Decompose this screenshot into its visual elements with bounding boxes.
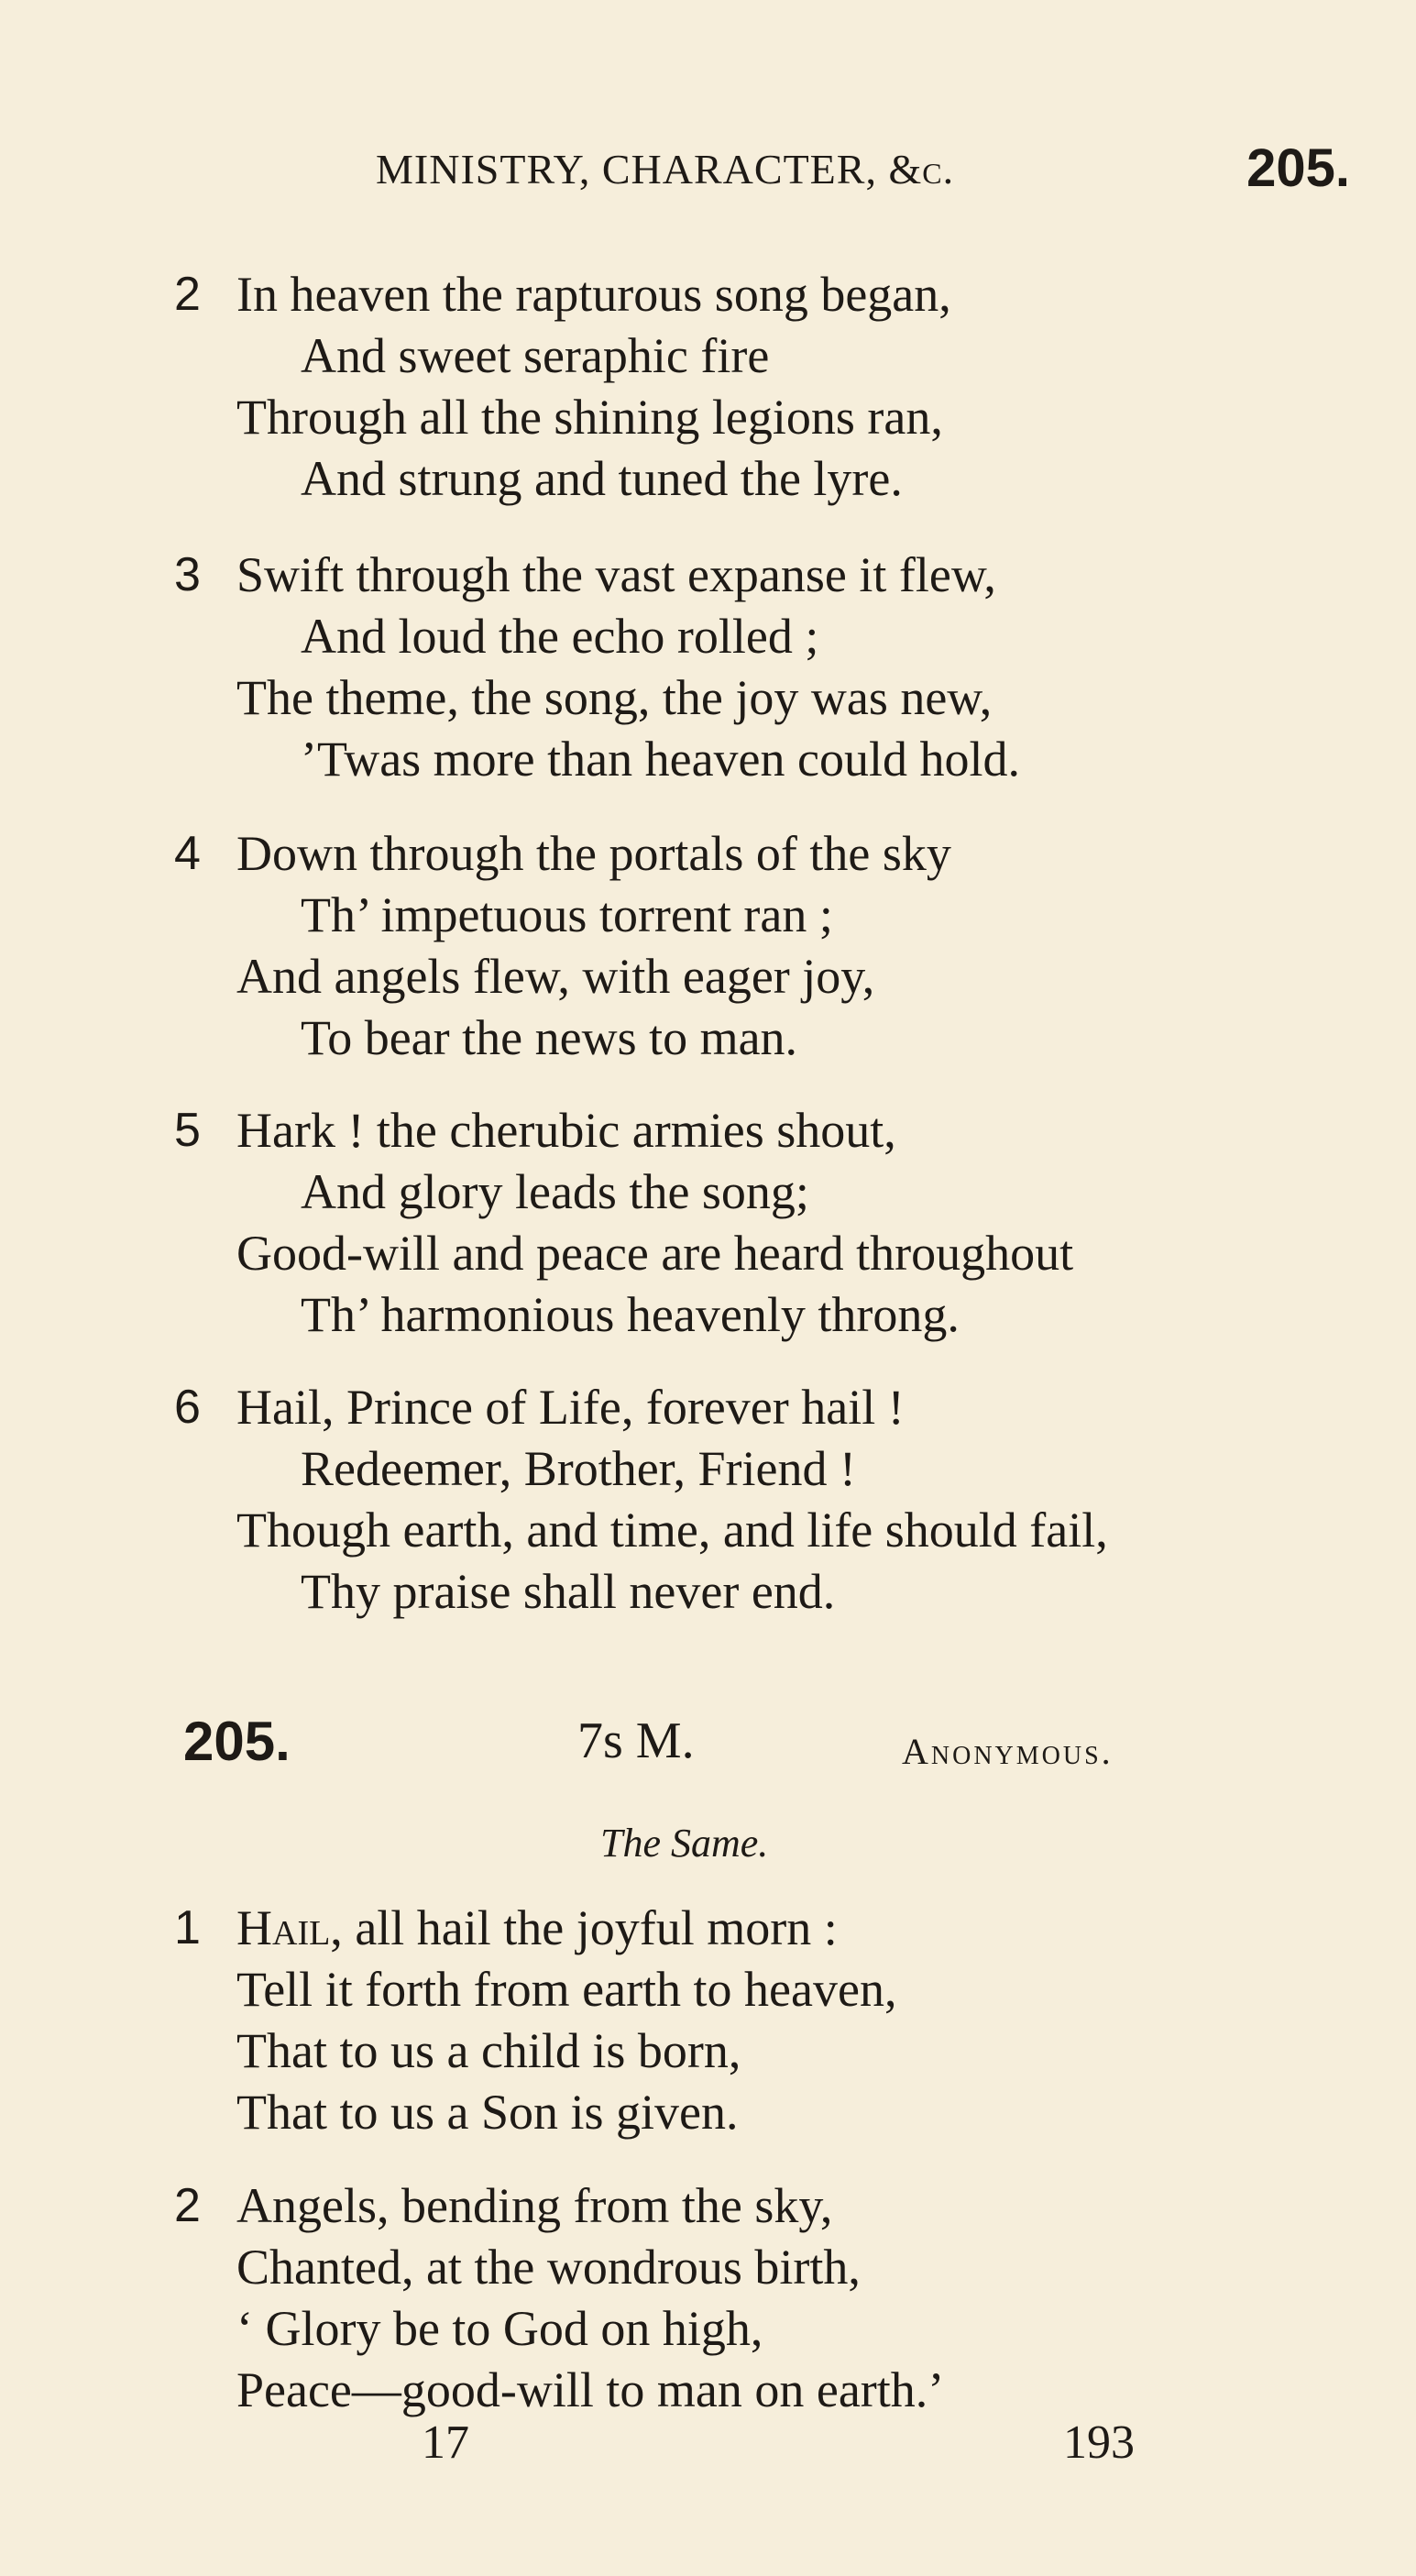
verse-line: That to us a child is born, [236,2023,741,2078]
verse-line: ’Twas more than heaven could hold. [301,732,1020,787]
verse-line-rest: all hail the joyful morn : [342,1900,838,1955]
verse-line: And angels flew, with eager joy, [236,949,875,1004]
stanza-6 [174,1377,1108,1623]
verse-line: Hark ! the cherubic armies shout, [236,1103,896,1158]
verse-line: To bear the news to man. [301,1010,798,1065]
page-number: 205. [1246,138,1350,198]
signature-mark: 17 [422,2416,469,2469]
stanza-number: 4 [174,827,201,880]
stanza-5 [174,1100,1073,1346]
verse-line: ‘ Glory be to God on high, [236,2301,763,2356]
hymn-header [183,1710,1219,1783]
stanza-number: 5 [174,1104,201,1157]
verse-line: Swift through the vast expanse it flew, [236,547,996,602]
verse-line: And strung and tuned the lyre. [301,451,903,506]
hymn-stanza-2 [174,2175,944,2421]
hymn-stanza-1 [174,1898,896,2143]
initial-word: Hail, [236,1900,343,1955]
verse-line: Down through the portals of the sky [236,826,951,881]
verse-line: And glory leads the song; [301,1164,809,1219]
verse-line: The theme, the song, the joy was new, [236,670,993,725]
running-head: MINISTRY, CHARACTER, &c. [376,146,955,193]
stanza-number: 2 [174,2179,201,2232]
verse-line: Peace—good-will to man on earth.’ [236,2362,945,2417]
verse-line: That to us a Son is given. [236,2085,739,2140]
hymn-number: 205. [183,1711,291,1772]
verse-line: Redeemer, Brother, Friend ! [301,1441,856,1496]
stanza-number: 2 [174,268,201,321]
stanza-2 [174,264,951,510]
verse-line: And sweet seraphic fire [301,328,770,383]
stanza-number: 3 [174,548,201,601]
verse-line: Through all the shining legions ran, [236,390,943,445]
sequence-number: 193 [1063,2416,1135,2469]
stanza-number: 6 [174,1381,201,1434]
verse-line: Good-will and peace are heard throughout [236,1226,1074,1281]
verse-line: Chanted, at the wondrous birth, [236,2240,861,2295]
stanza-number: 1 [174,1901,201,1954]
stanza-4 [174,823,951,1069]
verse-line: And loud the echo rolled ; [301,609,819,664]
verse-line: In heaven the rapturous song began, [236,267,951,322]
verse-line: Angels, bending from the sky, [236,2178,833,2233]
verse-line: Th’ impetuous torrent ran ; [301,887,833,942]
stanza-3 [174,545,1020,790]
verse-line: Th’ harmonious heavenly throng. [301,1287,960,1342]
verse-line: Thy praise shall never end. [301,1564,836,1619]
hymn-title: The Same. [600,1821,769,1866]
verse-line: Though earth, and time, and life should fail, [236,1503,1108,1558]
hymn-author: Anonymous. [902,1731,1114,1772]
verse-line [174,1898,896,1959]
verse-line: Hail, Prince of Life, forever hail ! [236,1380,905,1435]
hymn-meter: 7s M. [577,1712,695,1769]
verse-line: Tell it forth from earth to heaven, [236,1962,897,2017]
